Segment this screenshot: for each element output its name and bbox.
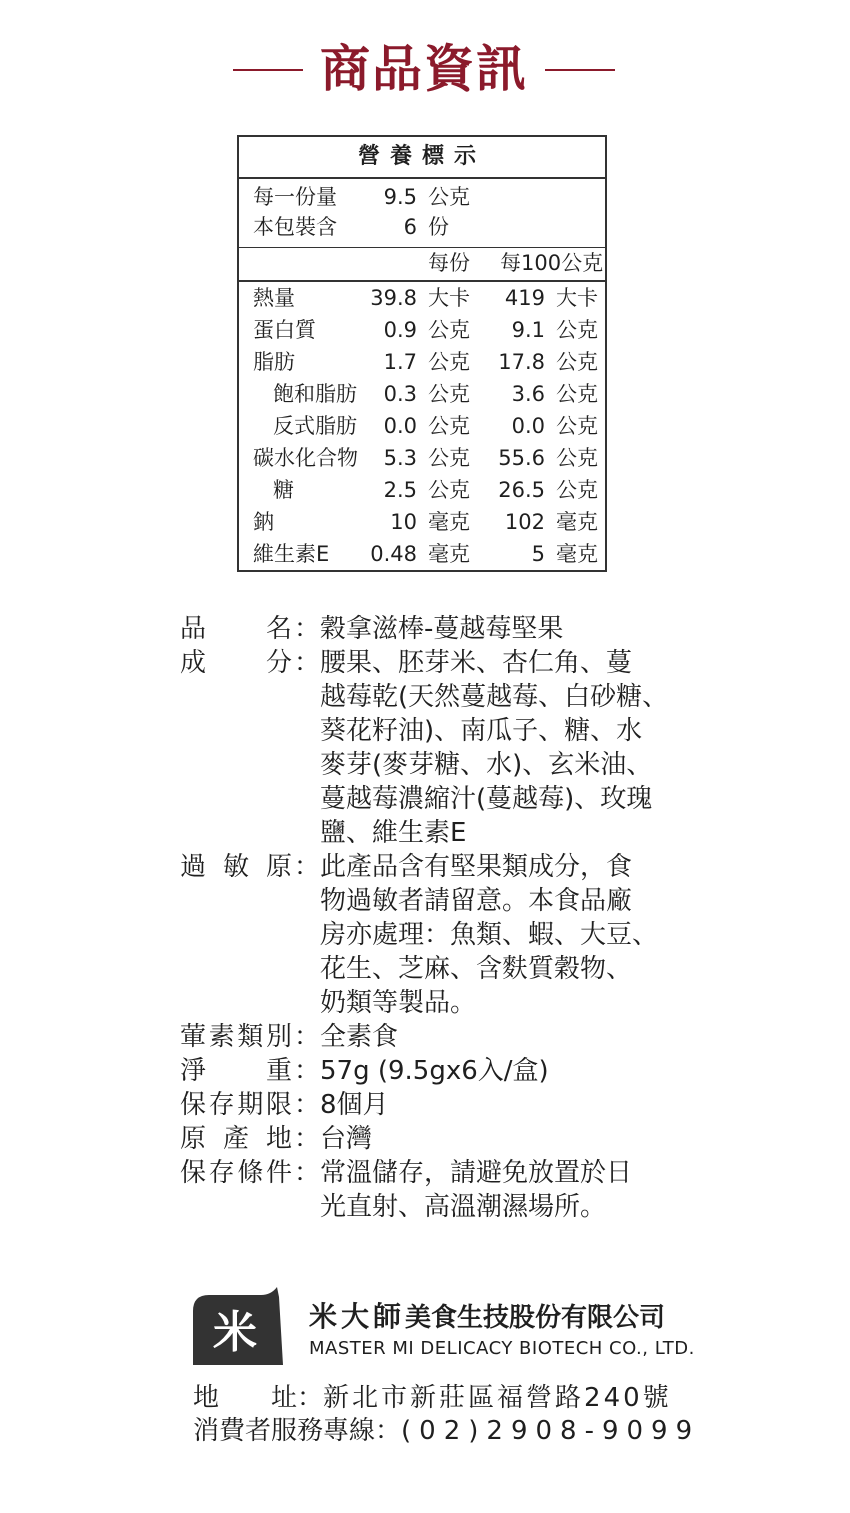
logo-char: 米	[213, 1307, 257, 1358]
nutrient-per-100g-unit: 毫克	[556, 542, 598, 566]
shelf-life-value: 8個月	[320, 1090, 389, 1120]
hotline-label: 消費者服務專線	[193, 1416, 376, 1446]
address-value: 新北市新莊區福營路240號	[323, 1383, 672, 1413]
product-name-value: 穀拿滋棒-蔓越莓堅果	[320, 614, 564, 644]
nutrient-per-serving-unit: 公克	[428, 382, 470, 406]
nutrient-per-serving-value: 0.0	[383, 414, 417, 438]
nutrient-per-100g-unit: 大卡	[556, 286, 598, 310]
hotline-value: (02)2908-9099	[401, 1416, 701, 1446]
serving-section	[239, 177, 605, 248]
nutrient-per-serving-value: 1.7	[383, 350, 417, 374]
ingredients-value-line: 腰果、胚芽米、杏仁角、蔓	[320, 648, 633, 678]
company-logo	[193, 1287, 283, 1365]
origin-value: 台灣	[320, 1124, 373, 1154]
storage-conditions-colon: ：	[294, 1158, 321, 1188]
nutrient-per-serving-unit: 大卡	[428, 286, 470, 310]
nutrient-per-serving-unit: 公克	[428, 318, 470, 342]
ingredients-label: 成 分	[180, 648, 292, 678]
allergens-value-line: 房亦處理：魚類、蝦、大豆、	[320, 920, 659, 950]
nutrient-per-serving-value: 5.3	[383, 446, 417, 470]
shelf-life-label: 保 存 期 限	[180, 1090, 292, 1120]
product-name-label: 品 名	[180, 614, 292, 644]
nutrient-per-100g-value: 26.5	[498, 478, 545, 502]
ingredients-value-line: 蔓越莓濃縮汁(蔓越莓)、玫瑰	[320, 784, 653, 814]
company-brand: 米大師	[309, 1300, 406, 1333]
product-name-colon: ：	[294, 614, 321, 644]
allergens-value-line: 此產品含有堅果類成分，食	[320, 852, 633, 882]
count-label: 本包裝含	[253, 215, 337, 239]
diet-type-label: 葷 素 類 別	[180, 1022, 292, 1052]
nutrient-name: 飽和脂肪	[273, 382, 357, 406]
nutrient-per-serving-unit: 公克	[428, 478, 470, 502]
nutrient-per-serving-value: 2.5	[383, 478, 417, 502]
ingredients-value-line: 葵花籽油)、南瓜子、糖、水	[320, 716, 643, 746]
column-header-row	[239, 247, 605, 282]
company-name-en: MASTER MI DELICACY BIOTECH CO., LTD.	[309, 1338, 695, 1359]
nutrient-name: 反式脂肪	[273, 414, 357, 438]
hotline-line	[193, 1414, 700, 1448]
ingredients-value-line: 越莓乾(天然蔓越莓、白砂糖、	[320, 682, 669, 712]
nutrient-name: 熱量	[253, 286, 295, 310]
nutrient-name: 糖	[273, 478, 294, 502]
page-header	[0, 38, 850, 108]
net-weight-colon: ：	[294, 1056, 321, 1086]
nutrient-per-100g-unit: 公克	[556, 318, 598, 342]
nutrient-name: 蛋白質	[253, 318, 316, 342]
address-label: 地 址	[193, 1383, 298, 1413]
nutrient-per-serving-unit: 公克	[428, 446, 470, 470]
origin-label: 原 產 地	[180, 1124, 292, 1154]
company-name-suffix: 美食生技股份有限公司	[405, 1303, 666, 1333]
nutrient-per-serving-unit: 公克	[428, 350, 470, 374]
nutrient-per-100g-unit: 公克	[556, 446, 598, 470]
ingredients-colon: ：	[294, 648, 321, 678]
header-divider-left	[233, 69, 303, 71]
allergens-value-line: 花生、芝麻、含麩質穀物、	[320, 954, 633, 984]
nutrient-per-serving-value: 0.9	[383, 318, 417, 342]
diet-type-value: 全素食	[320, 1022, 399, 1052]
nutrient-name: 脂肪	[253, 350, 295, 374]
address-line	[193, 1381, 672, 1415]
count-value: 6	[403, 215, 417, 239]
nutrient-per-serving-value: 10	[390, 510, 417, 534]
nutrient-per-100g-unit: 公克	[556, 414, 598, 438]
storage-conditions-value-line: 常溫儲存，請避免放置於日	[320, 1158, 633, 1188]
nutrient-per-100g-unit: 公克	[556, 478, 598, 502]
nutrient-per-serving-value: 0.48	[370, 542, 417, 566]
nutrient-per-100g-value: 419	[504, 286, 545, 310]
allergens-label: 過 敏 原	[180, 852, 292, 882]
nutrient-per-serving-unit: 公克	[428, 414, 470, 438]
origin-colon: ：	[294, 1124, 321, 1154]
serving-unit: 公克	[428, 185, 470, 209]
nutrient-per-100g-value: 0.0	[511, 414, 545, 438]
allergens-colon: ：	[294, 852, 321, 882]
page-title: 商品資訊	[320, 39, 528, 98]
nutrient-name: 維生素E	[253, 542, 330, 566]
nutrient-per-100g-value: 5	[531, 542, 545, 566]
allergens-value-line: 奶類等製品。	[320, 988, 477, 1018]
nutrition-title: 營養標示	[239, 137, 605, 179]
serving-value: 9.5	[383, 185, 417, 209]
nutrient-per-100g-value: 3.6	[511, 382, 545, 406]
nutrient-per-100g-value: 9.1	[511, 318, 545, 342]
header-divider-right	[545, 69, 615, 71]
allergens-value-line: 物過敏者請留意。本食品廠	[320, 886, 633, 916]
nutrient-per-serving-value: 39.8	[370, 286, 417, 310]
count-unit: 份	[428, 215, 449, 239]
nutrient-name: 鈉	[253, 510, 274, 534]
nutrient-per-serving-value: 0.3	[383, 382, 417, 406]
diet-type-colon: ：	[294, 1022, 321, 1052]
nutrient-per-serving-unit: 毫克	[428, 510, 470, 534]
ingredients-value-line: 麥芽(麥芽糖、水)、玄米油、	[320, 750, 653, 780]
company-name	[309, 1300, 665, 1335]
nutrient-per-100g-unit: 公克	[556, 350, 598, 374]
hotline-colon: ：	[375, 1416, 402, 1446]
address-colon: ：	[297, 1383, 324, 1413]
nutrition-table	[237, 135, 607, 572]
nutrient-per-100g-unit: 毫克	[556, 510, 598, 534]
nutrient-per-100g-value: 102	[504, 510, 545, 534]
nutrient-per-100g-unit: 公克	[556, 382, 598, 406]
col-per-serving: 每份	[428, 251, 470, 275]
net-weight-label: 淨 重	[180, 1056, 292, 1086]
nutrient-per-100g-value: 55.6	[498, 446, 545, 470]
nutrient-name: 碳水化合物	[253, 446, 358, 470]
shelf-life-colon: ：	[294, 1090, 321, 1120]
storage-conditions-value-line: 光直射、高溫潮濕場所。	[320, 1192, 607, 1222]
nutrient-per-serving-unit: 毫克	[428, 542, 470, 566]
serving-label: 每一份量	[253, 185, 337, 209]
nutrient-per-100g-value: 17.8	[498, 350, 545, 374]
net-weight-value: 57g (9.5gx6入/盒)	[320, 1056, 549, 1086]
col-per-100g: 每100公克	[500, 251, 604, 275]
storage-conditions-label: 保 存 條 件	[180, 1158, 292, 1188]
ingredients-value-line: 鹽、維生素E	[320, 818, 467, 848]
